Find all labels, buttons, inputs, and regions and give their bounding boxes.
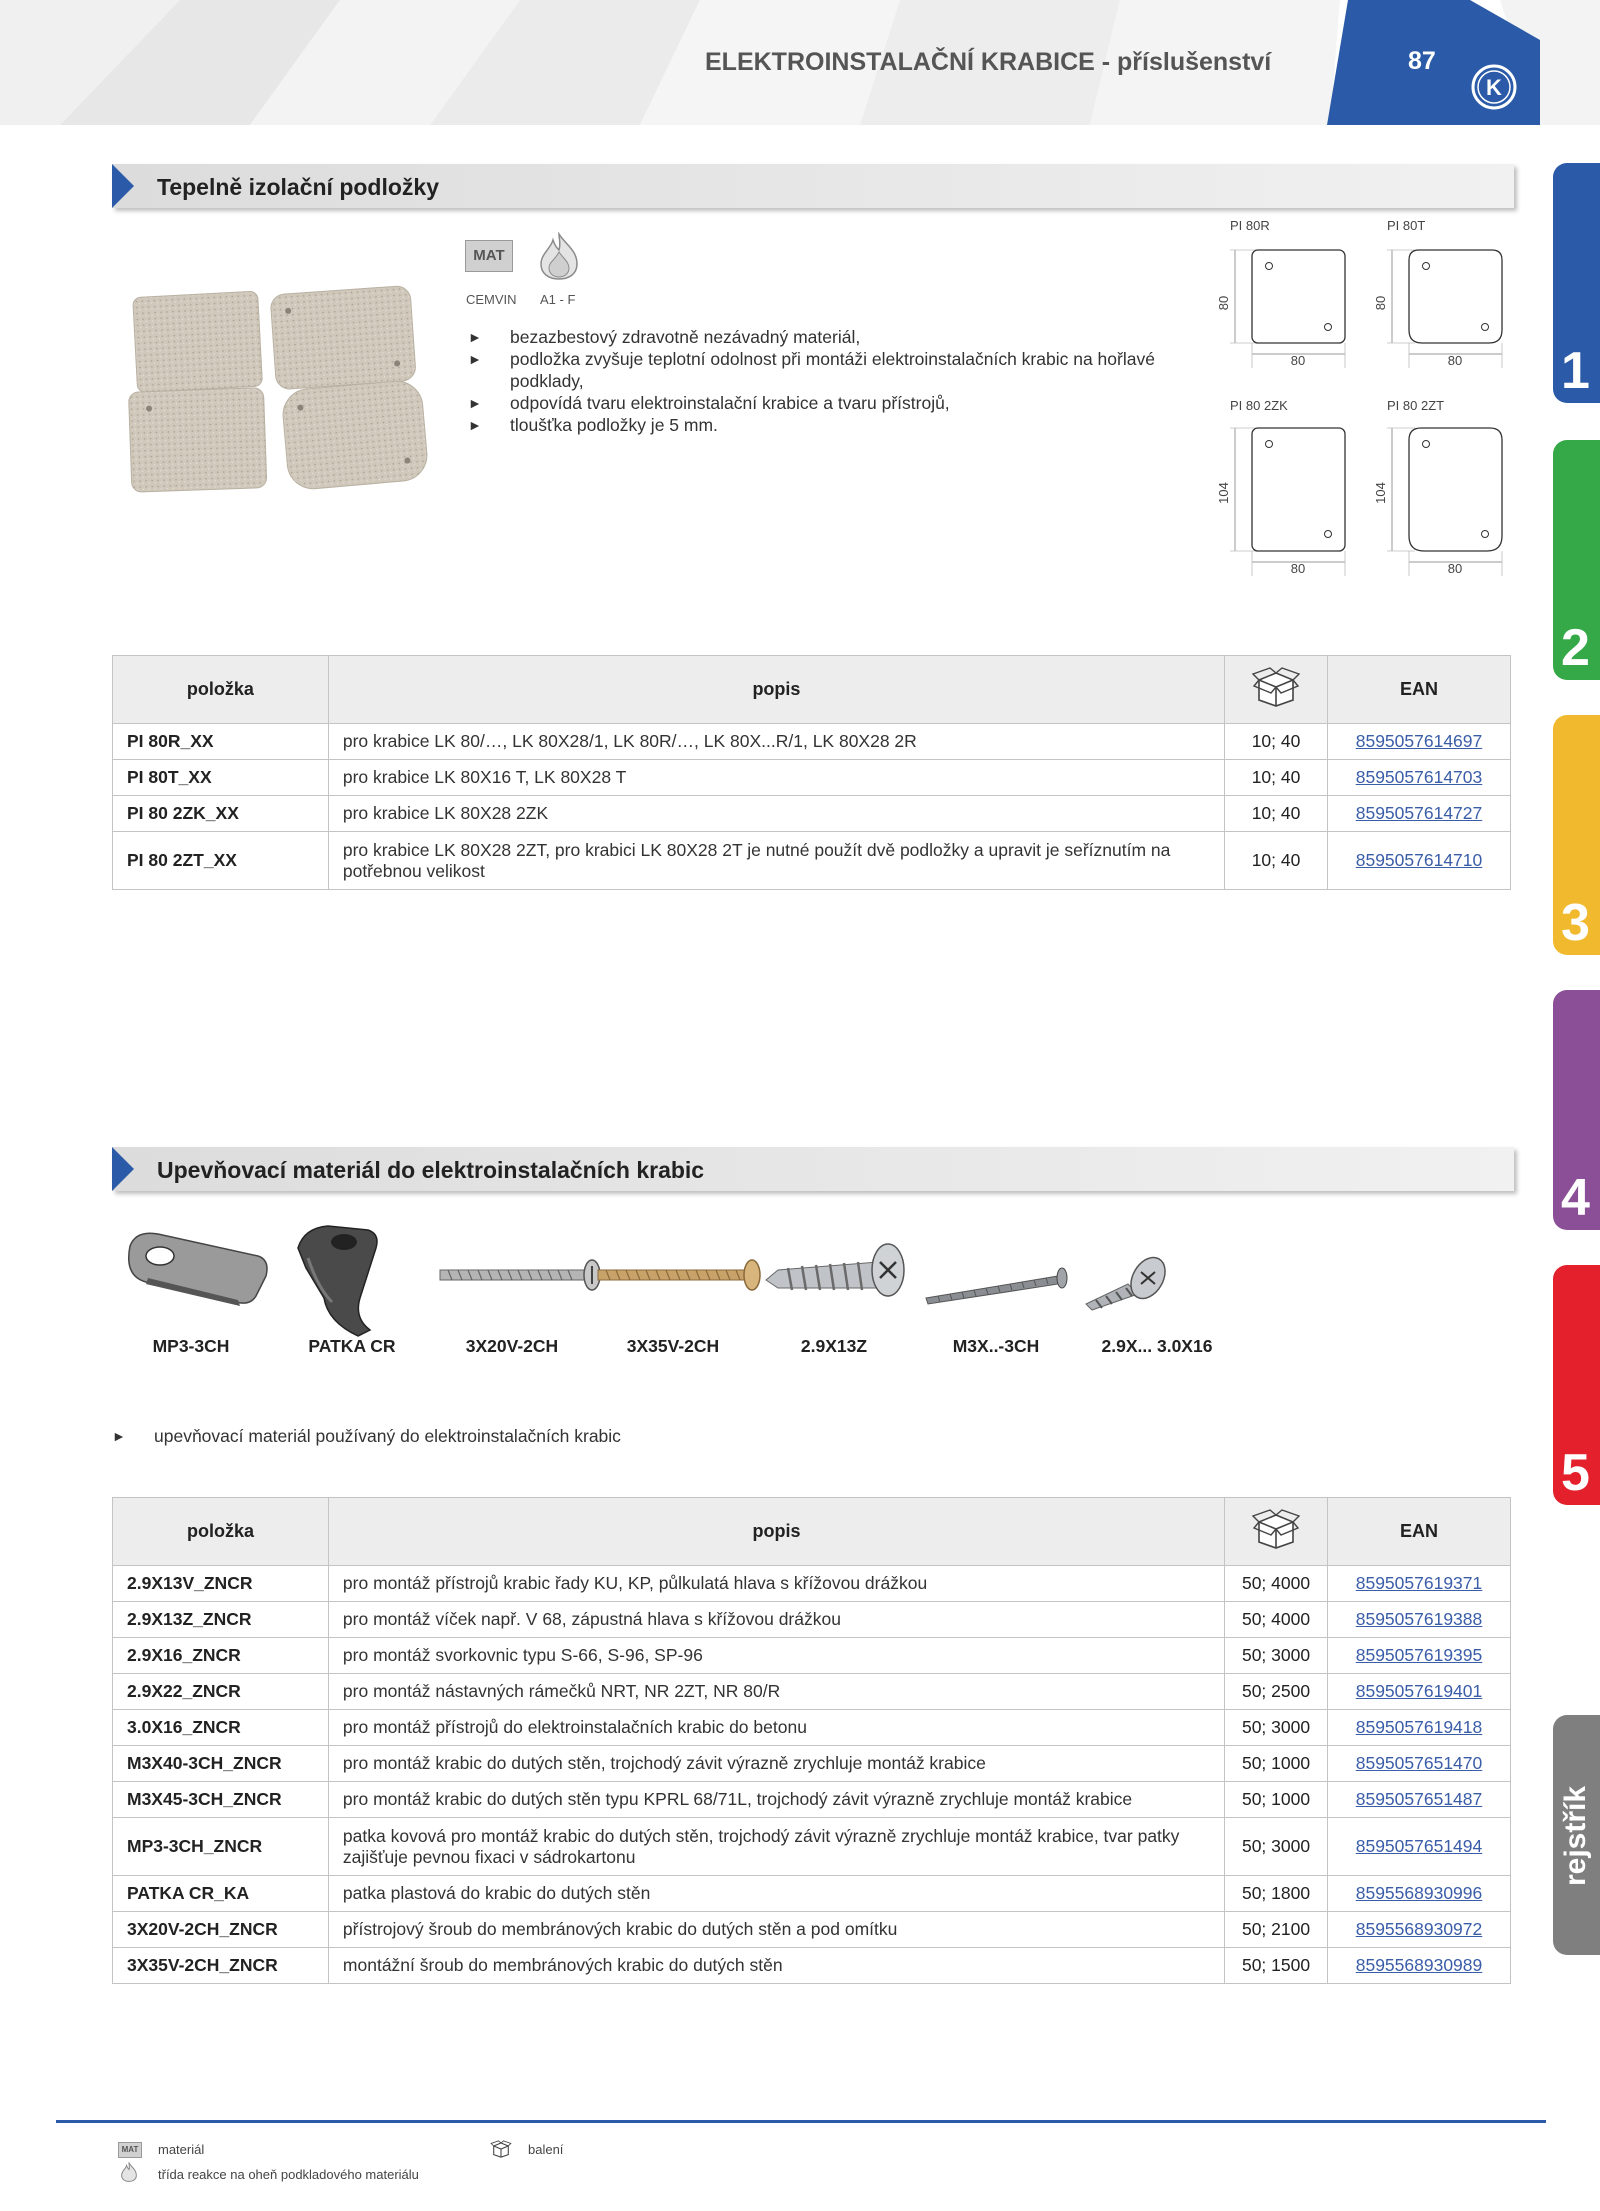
package-box-icon xyxy=(1251,1508,1301,1550)
col-header-description: popis xyxy=(328,656,1224,724)
item-packaging: 10; 40 xyxy=(1225,796,1328,832)
flame-class-icon xyxy=(537,232,581,280)
feature-item: ► tloušťka podložky je 5 mm. xyxy=(468,414,1208,436)
table-row xyxy=(113,724,1511,760)
screw-2-9x16-image xyxy=(1086,1251,1172,1310)
item-description: patka kovová pro montáž krabic do dutých stěn, trojchodý závit výrazně zrychluje montáž krabice, tvar patky zajišťuje pevnou fixaci v sádrokartonu xyxy=(328,1818,1224,1876)
item-description: montážní šroub do membránových krabic do dutých stěn xyxy=(328,1948,1224,1984)
item-packaging: 50; 4000 xyxy=(1225,1566,1328,1602)
ean-link[interactable]: 8595057619395 xyxy=(1328,1638,1511,1674)
item-code: PI 80R_XX xyxy=(113,724,329,760)
table-row xyxy=(113,832,1511,890)
item-description: pro krabice LK 80/…, LK 80X28/1, LK 80R/…, LK 80X...R/1, LK 80X28 2R xyxy=(328,724,1224,760)
drawing-label: PI 80R xyxy=(1230,218,1270,233)
col-header-packaging xyxy=(1225,656,1328,724)
fixing-feature-list xyxy=(112,1425,1012,1447)
item-description: přístrojový šroub do membránových krabic do dutých stěn a pod omítku xyxy=(328,1912,1224,1948)
item-packaging: 50; 3000 xyxy=(1225,1710,1328,1746)
item-code: M3X40-3CH_ZNCR xyxy=(113,1746,329,1782)
tab-chapter-5[interactable]: 5 xyxy=(1553,1265,1600,1505)
item-packaging: 10; 40 xyxy=(1225,724,1328,760)
item-description: pro montáž přístrojů krabic řady KU, KP, půlkulatá hlava s křížovou drážkou xyxy=(328,1566,1224,1602)
svg-text:80: 80 xyxy=(1216,295,1231,311)
item-description: pro montáž svorkovnic typu S-66, S-96, SP-96 xyxy=(328,1638,1224,1674)
item-code: PI 80 2ZT_XX xyxy=(113,832,329,890)
table-row xyxy=(113,1746,1511,1782)
item-description: pro montáž nástavných rámečků NRT, NR 2ZT, NR 80/R xyxy=(328,1674,1224,1710)
material-badge: MAT xyxy=(465,240,513,272)
ean-link[interactable]: 8595057619418 xyxy=(1328,1710,1511,1746)
item-code: 3.0X16_ZNCR xyxy=(113,1710,329,1746)
table-row xyxy=(113,1782,1511,1818)
ean-link[interactable]: 8595568930996 xyxy=(1328,1876,1511,1912)
ean-link[interactable]: 8595057619371 xyxy=(1328,1566,1511,1602)
table-row xyxy=(113,1912,1511,1948)
product-caption: 3X35V-2CH xyxy=(626,1336,720,1356)
col-header-ean: EAN xyxy=(1328,656,1511,724)
table-row xyxy=(113,796,1511,832)
item-packaging: 50; 1800 xyxy=(1225,1876,1328,1912)
ean-link[interactable]: 8595057651470 xyxy=(1328,1746,1511,1782)
ean-link[interactable]: 8595568930972 xyxy=(1328,1912,1511,1948)
item-code: 2.9X13Z_ZNCR xyxy=(113,1602,329,1638)
ean-link[interactable]: 8595057651494 xyxy=(1328,1818,1511,1876)
col-header-description: popis xyxy=(328,1498,1224,1566)
feature-item: ► bezazbestový zdravotně nezávadný materiál, xyxy=(468,326,1208,348)
screw-3x20-image xyxy=(440,1260,600,1290)
page-title: ELEKTROINSTALAČNÍ KRABICE - příslušenství xyxy=(705,48,1272,76)
item-code: PI 80 2ZK_XX xyxy=(113,796,329,832)
item-code: 2.9X16_ZNCR xyxy=(113,1638,329,1674)
brand-logo xyxy=(1470,63,1518,111)
section-title: Upevňovací materiál do elektroinstalačních krabic xyxy=(157,1157,705,1183)
tab-chapter-1[interactable]: 1 xyxy=(1553,163,1600,403)
item-packaging: 50; 2100 xyxy=(1225,1912,1328,1948)
drawing-label: PI 80T xyxy=(1387,218,1426,233)
tab-chapter-3[interactable]: 3 xyxy=(1553,715,1600,955)
thermal-pads-photo xyxy=(125,285,445,495)
col-header-item: položka xyxy=(113,1498,329,1566)
item-code: 2.9X13V_ZNCR xyxy=(113,1566,329,1602)
item-code: MP3-3CH_ZNCR xyxy=(113,1818,329,1876)
section-heading-thermal-pads xyxy=(112,164,1512,210)
table-row xyxy=(113,1566,1511,1602)
svg-text:80: 80 xyxy=(1447,561,1463,576)
item-description: patka plastová do krabic do dutých stěn xyxy=(328,1876,1224,1912)
ean-link[interactable]: 8595057619401 xyxy=(1328,1674,1511,1710)
drawing-label: PI 80 2ZK xyxy=(1230,398,1288,413)
svg-text:80: 80 xyxy=(1373,295,1388,311)
section-title: Tepelně izolační podložky xyxy=(157,174,440,200)
material-caption: CEMVIN xyxy=(466,292,517,307)
tab-index-label: rejstřík xyxy=(1559,1785,1592,1887)
feature-item: ► podložka zvyšuje teplotní odolnost při montáži elektroinstalačních krabic na hořlavé podklady, xyxy=(468,348,1208,392)
item-packaging: 50; 1000 xyxy=(1225,1782,1328,1818)
section-heading-fixing-material xyxy=(112,1147,1512,1193)
item-packaging: 10; 40 xyxy=(1225,760,1328,796)
patka-cr-image xyxy=(298,1226,377,1336)
section-arrow-icon xyxy=(112,164,134,208)
item-description: pro krabice LK 80X28 2ZT, pro krabici LK 80X28 2T je nutné použít dvě podložky a upravit je seříznutím na potřebnou velikost xyxy=(328,832,1224,890)
ean-link[interactable]: 8595057614710 xyxy=(1328,832,1511,890)
dimension-drawings xyxy=(1215,218,1525,578)
item-description: pro montáž přístrojů do elektroinstalačních krabic do betonu xyxy=(328,1710,1224,1746)
table-row xyxy=(113,1876,1511,1912)
item-packaging: 10; 40 xyxy=(1225,832,1328,890)
screw-2-9x13-image xyxy=(766,1244,904,1296)
table-row xyxy=(113,1710,1511,1746)
table-header xyxy=(113,1498,1511,1566)
item-packaging: 50; 1500 xyxy=(1225,1948,1328,1984)
table-row xyxy=(113,1674,1511,1710)
table-row xyxy=(113,1638,1511,1674)
item-description: pro montáž krabic do dutých stěn typu KPRL 68/71L, trojchodý závit výrazně zrychluje montáž krabice xyxy=(328,1782,1224,1818)
svg-text:80: 80 xyxy=(1290,353,1306,368)
ean-link[interactable]: 8595057651487 xyxy=(1328,1782,1511,1818)
screw-3x35-image xyxy=(598,1260,760,1290)
footer-material-badge: MAT xyxy=(118,2142,142,2158)
footer-package-icon xyxy=(490,2140,512,2158)
item-description: pro krabice LK 80X28 2ZK xyxy=(328,796,1224,832)
tab-chapter-2[interactable]: 2 xyxy=(1553,440,1600,680)
product-caption: M3X..-3CH xyxy=(952,1336,1040,1356)
ean-link[interactable]: 8595057614697 xyxy=(1328,724,1511,760)
table-row xyxy=(113,1818,1511,1876)
svg-text:104: 104 xyxy=(1373,482,1388,504)
table-row xyxy=(113,760,1511,796)
svg-text:K: K xyxy=(1486,75,1502,100)
col-header-ean: EAN xyxy=(1328,1498,1511,1566)
product-caption: MP3-3CH xyxy=(152,1336,230,1356)
item-packaging: 50; 1000 xyxy=(1225,1746,1328,1782)
item-description: pro krabice LK 80X16 T, LK 80X28 T xyxy=(328,760,1224,796)
ean-link[interactable]: 8595057614703 xyxy=(1328,760,1511,796)
ean-link[interactable]: 8595568930989 xyxy=(1328,1948,1511,1984)
col-header-packaging xyxy=(1225,1498,1328,1566)
item-code: 2.9X22_ZNCR xyxy=(113,1674,329,1710)
feature-item: ► upevňovací materiál používaný do elektroinstalačních krabic xyxy=(112,1425,1012,1447)
feature-item: ► odpovídá tvaru elektroinstalační krabice a tvaru přístrojů, xyxy=(468,392,1208,414)
mp3-bracket-image xyxy=(129,1233,267,1306)
item-packaging: 50; 4000 xyxy=(1225,1602,1328,1638)
feature-list xyxy=(468,326,1208,436)
fire-class-caption: A1 - F xyxy=(540,292,576,307)
table-header xyxy=(113,656,1511,724)
item-code: M3X45-3CH_ZNCR xyxy=(113,1782,329,1818)
item-description: pro montáž víček např. V 68, zápustná hlava s křížovou drážkou xyxy=(328,1602,1224,1638)
fixing-material-table xyxy=(112,1497,1511,1984)
footer-material-label: materiál xyxy=(158,2142,205,2157)
footer-flame-icon xyxy=(120,2162,138,2182)
item-code: PATKA CR_KA xyxy=(113,1876,329,1912)
svg-text:80: 80 xyxy=(1447,353,1463,368)
item-description: pro montáž krabic do dutých stěn, trojchodý závit výrazně zrychluje montáž krabice xyxy=(328,1746,1224,1782)
ean-link[interactable]: 8595057614727 xyxy=(1328,796,1511,832)
footer-pack-label: balení xyxy=(528,2142,564,2157)
col-header-item: položka xyxy=(113,656,329,724)
thermal-pads-table xyxy=(112,655,1511,890)
item-packaging: 50; 3000 xyxy=(1225,1638,1328,1674)
package-box-icon xyxy=(1251,666,1301,708)
item-packaging: 50; 2500 xyxy=(1225,1674,1328,1710)
screw-m3-image xyxy=(926,1268,1067,1304)
item-code: 3X35V-2CH_ZNCR xyxy=(113,1948,329,1984)
item-code: PI 80T_XX xyxy=(113,760,329,796)
product-caption: 3X20V-2CH xyxy=(465,1336,559,1356)
product-caption: PATKA CR xyxy=(308,1336,396,1356)
tab-chapter-4[interactable]: 4 xyxy=(1553,990,1600,1230)
page-number: 87 xyxy=(1408,47,1436,75)
footer-fire-label: třída reakce na oheň podkladového materiálu xyxy=(158,2167,419,2182)
item-code: 3X20V-2CH_ZNCR xyxy=(113,1912,329,1948)
product-caption: 2.9X... 3.0X16 xyxy=(1101,1336,1213,1356)
table-row xyxy=(113,1602,1511,1638)
section-arrow-icon xyxy=(112,1147,134,1191)
svg-text:104: 104 xyxy=(1216,482,1231,504)
footer-divider xyxy=(56,2120,1546,2123)
table-row xyxy=(113,1948,1511,1984)
svg-text:80: 80 xyxy=(1290,561,1306,576)
fixing-products-photos xyxy=(118,1218,1218,1338)
item-packaging: 50; 3000 xyxy=(1225,1818,1328,1876)
ean-link[interactable]: 8595057619388 xyxy=(1328,1602,1511,1638)
product-caption: 2.9X13Z xyxy=(800,1336,868,1356)
drawing-label: PI 80 2ZT xyxy=(1387,398,1445,413)
